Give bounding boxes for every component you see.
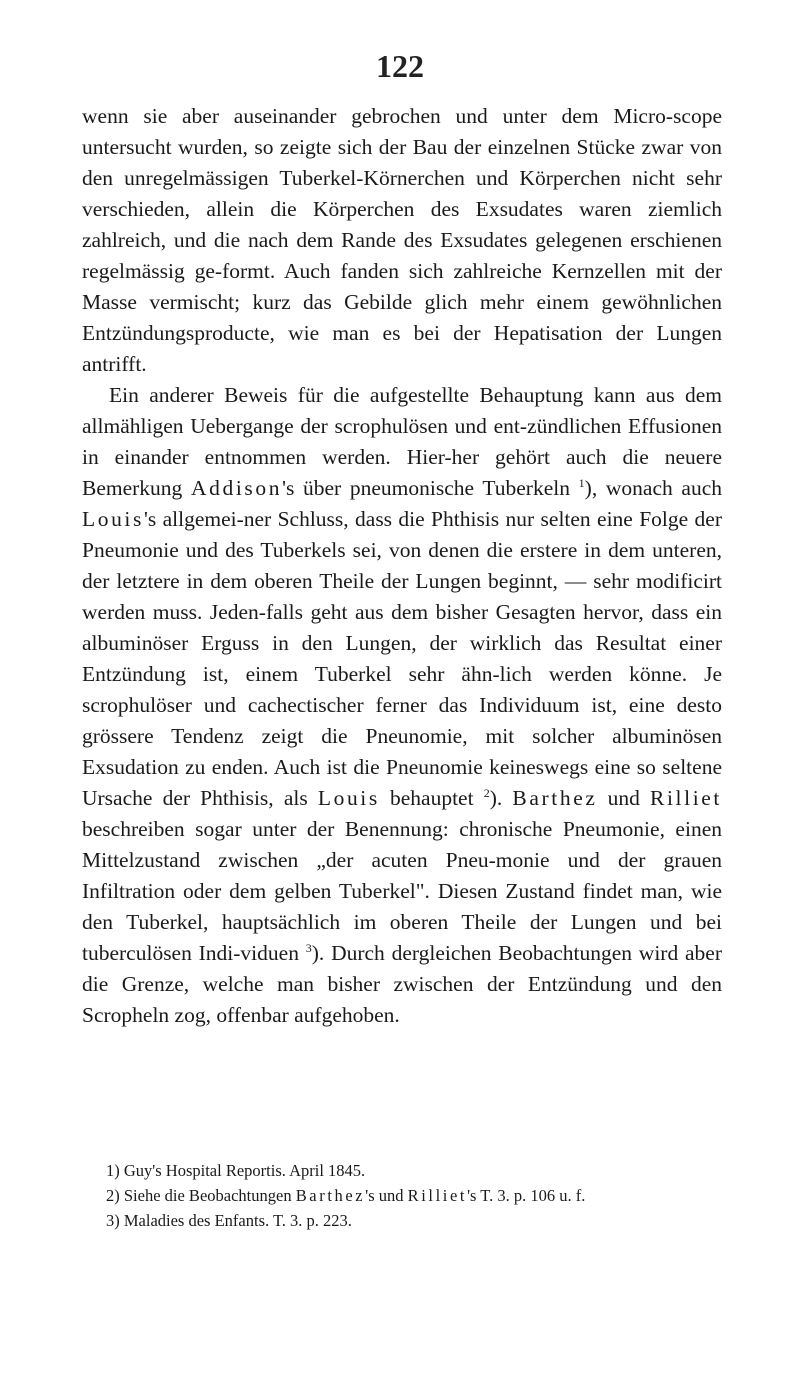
paragraph-2-text-g: und	[597, 786, 651, 810]
footnote-1: 1) Guy's Hospital Reportis. April 1845.	[106, 1161, 366, 1180]
footnote-2-text-b: 's und	[365, 1186, 408, 1205]
paragraph-2-text-i: ). Durch dergleichen Beobachtungen wird aber die Grenze, welche man bisher zwischen der Entzündung und den Scropheln zog, offenbar aufgehoben.	[82, 941, 722, 1027]
footnotes	[82, 1158, 722, 1233]
author-name-louis-2: Louis	[317, 786, 380, 810]
paragraph-1	[82, 101, 722, 380]
footnote-ref-3: 3	[305, 940, 312, 955]
body-text	[82, 101, 722, 1031]
paragraph-2-text-h: beschreiben sogar unter der Benennung: chronische Pneumonie, einen Mittelzustand zwischen „der acuten Pneu-monie und der grauen Infiltration oder dem gelben Tuberkel". Diesen Zustand findet man, wie den Tuberkel, hauptsächlich im oberen Theile der Lungen und bei tuberculösen Indi-viduen	[82, 817, 722, 965]
footnote-3: 3) Maladies des Enfants. T. 3. p. 223.	[106, 1211, 352, 1230]
footnote-2-text-a: 2) Siehe die Beobachtungen	[106, 1186, 296, 1205]
paragraph-2-text-b: 's über pneumonische Tuberkeln	[282, 476, 579, 500]
paragraph-1-text: wenn sie aber auseinander gebrochen und unter dem Micro-scope untersucht wurden, so zeigte sich der Bau der einzelnen Stücke zwar von den unregelmässigen Tuberkel-Körnerchen und Körperchen nicht sehr verschieden, allein die Körperchen des Exsudates waren ziemlich zahlreich, und die nach dem Rande des Exsudates gelegenen erschienen regelmässig ge-formt. Auch fanden sich zahlreiche Kernzellen mit der Masse vermischt; kurz das Gebilde glich mehr einem gewöhnlichen Entzündungsproducte, wie man es bei der Hepatisation der Lungen antrifft.	[82, 104, 722, 376]
footnote-ref-1: 1	[578, 475, 585, 490]
footnote-2-text-c: 's T. 3. p. 106 u. f.	[467, 1186, 586, 1205]
footnote-2	[82, 1183, 722, 1208]
page-number: 122	[376, 48, 424, 84]
paragraph-2-text-a: Ein anderer Beweis für die aufgestellte Behauptung kann aus dem allmähligen Uebergange der scrophulösen und ent-zündlichen Effusionen in einander entnommen werden. Hier-her gehört auch die neuere Bemerkung	[82, 383, 722, 500]
author-name-addison: Addison	[191, 476, 283, 500]
author-name-barthez: Barthez	[512, 786, 598, 810]
footnote-2-name-rilliet: Rilliet	[407, 1186, 468, 1205]
author-name-rilliet: Rilliet	[650, 786, 722, 810]
paragraph-2-text-e: behauptet	[379, 786, 484, 810]
paragraph-2-text-c: ), wonach auch	[584, 476, 723, 500]
paragraph-2-text-f: ).	[489, 786, 513, 810]
footnote-2-name-barthez: Barthez	[295, 1186, 366, 1205]
paragraph-2-text-d: 's allgemei-ner Schluss, dass die Phthisis nur selten eine Folge der Pneumonie und des Tuberkels sei, von denen die erstere in dem unteren, der letztere in dem oberen Theile der Lungen beginnt, — sehr modificirt werden muss. Jeden-falls geht aus dem bisher Gesagten hervor, dass ein albuminöser Erguss in den Lungen, der wirklich das Resultat einer Entzündung ist, einem Tuberkel sehr ähn-lich werden könne. Je scrophulöser und cachectischer ferner das Individuum ist, eine desto grössere Tendenz zeigt die Pneunomie, mit solcher albuminösen Exsudation zu enden. Auch ist die Pneunomie keineswegs eine so seltene Ursache der Phthisis, als	[82, 507, 722, 810]
footnote-ref-2: 2	[483, 785, 490, 800]
author-name-louis: Louis	[82, 507, 144, 531]
paragraph-2	[82, 380, 722, 1031]
